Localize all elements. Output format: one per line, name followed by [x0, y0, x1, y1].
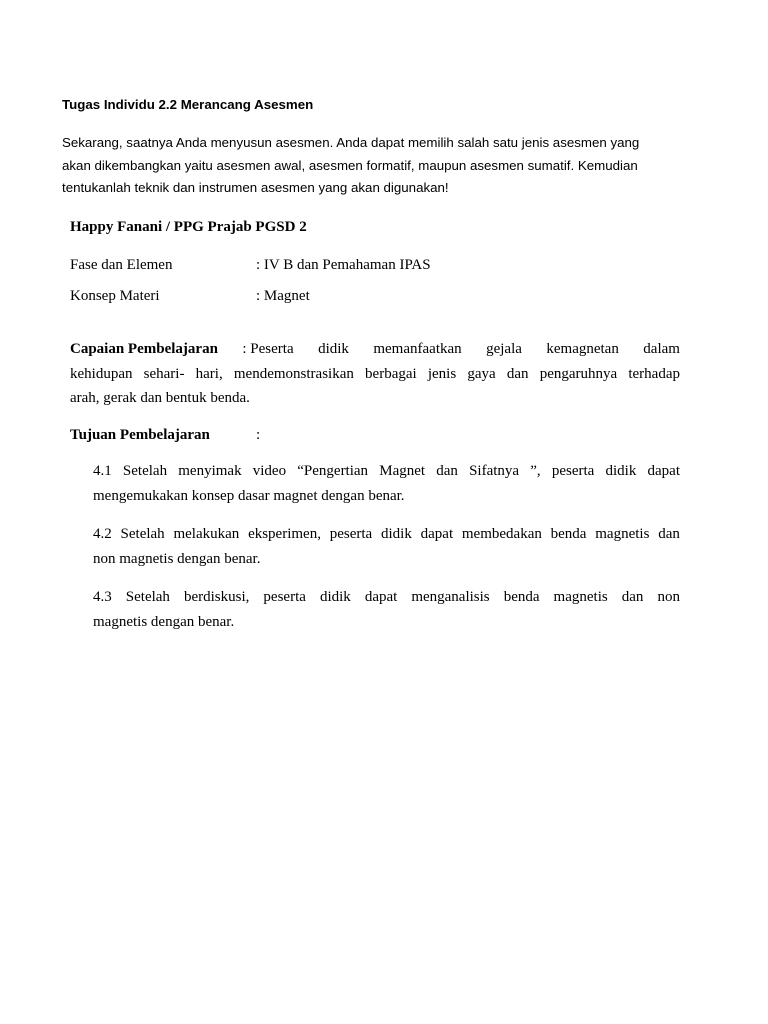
- intro-paragraph: [62, 132, 688, 200]
- word: melakukan: [173, 526, 240, 542]
- konsep-label: Konsep Materi: [70, 288, 160, 304]
- word: didik: [381, 526, 412, 542]
- word: 4.2: [93, 526, 112, 542]
- word: dan: [436, 463, 458, 479]
- word: 4.3: [93, 589, 112, 605]
- objective-line-1: [93, 459, 680, 484]
- word: peserta: [329, 526, 373, 542]
- word: berdiskusi,: [183, 589, 250, 605]
- word: video: [252, 463, 287, 479]
- word: hari,: [195, 365, 223, 382]
- capaian-paragraph: [70, 337, 680, 411]
- intro-line: tentukanlah teknik dan instrumen asesmen yang akan digunakan!: [62, 180, 449, 195]
- word: Setelah: [120, 526, 165, 542]
- word: dan: [506, 365, 529, 382]
- objective-line-2: mengemukakan konsep dasar magnet dengan benar.: [93, 488, 405, 504]
- word: didik: [318, 341, 349, 357]
- word: eksperimen,: [248, 526, 321, 542]
- word: “Pengertian: [297, 463, 369, 479]
- fase-row: [70, 255, 431, 275]
- word: mendemonstrasikan: [233, 365, 354, 382]
- word: dan: [621, 589, 644, 605]
- word: gaya: [467, 365, 496, 382]
- word: dapat: [647, 463, 680, 479]
- word: Magnet: [379, 463, 426, 479]
- word: dan: [658, 526, 680, 542]
- word: kemagnetan: [546, 341, 619, 357]
- word: ”,: [530, 463, 541, 479]
- word: membedakan: [461, 526, 542, 542]
- word: peserta: [551, 463, 595, 479]
- word: didik: [319, 589, 351, 605]
- word: Sifatnya: [469, 463, 520, 479]
- capaian-line-3: arah, gerak dan bentuk benda.: [70, 390, 250, 406]
- author-heading: Happy Fanani / PPG Prajab PGSD 2: [70, 219, 307, 235]
- intro-line: Sekarang, saatnya Anda menyusun asesmen. Anda dapat memilih salah satu jenis asesmen yang: [62, 135, 640, 150]
- word: gejala: [486, 341, 522, 357]
- konsep-value: : Magnet: [256, 288, 310, 304]
- word: magnetis: [553, 589, 608, 605]
- konsep-row: [70, 286, 310, 306]
- word: pengaruhnya: [539, 365, 618, 382]
- objective-item: [93, 585, 680, 635]
- word: non: [657, 589, 680, 605]
- word: berbagai: [365, 365, 417, 382]
- tujuan-colon: :: [256, 427, 261, 443]
- word: menyimak: [178, 463, 242, 479]
- word: dapat: [364, 589, 398, 605]
- objective-line-1: [93, 522, 680, 547]
- fase-label: Fase dan Elemen: [70, 257, 173, 273]
- word: kehidupan: [70, 365, 133, 382]
- word: Setelah: [125, 589, 170, 605]
- capaian-label: Capaian Pembelajaran: [70, 341, 218, 357]
- word: memanfaatkan: [373, 341, 462, 357]
- task-title: Tugas Individu 2.2 Merancang Asesmen: [62, 97, 314, 112]
- objective-item: [93, 459, 680, 509]
- tujuan-heading: [70, 425, 260, 445]
- objective-line-2: magnetis dengan benar.: [93, 614, 235, 630]
- word: Setelah: [122, 463, 168, 479]
- intro-line: akan dikembangkan yaitu asesmen awal, asesmen formatif, maupun asesmen sumatif. Kemudian: [62, 157, 638, 173]
- word: terhadap: [628, 365, 680, 382]
- word: menganalisis: [411, 589, 490, 605]
- word: didik: [605, 463, 637, 479]
- word: jenis: [427, 365, 457, 382]
- objective-line-2: non magnetis dengan benar.: [93, 551, 261, 567]
- word: sehari-: [143, 365, 185, 382]
- word: : Peserta: [242, 341, 294, 357]
- fase-value: : IV B dan Pemahaman IPAS: [256, 257, 431, 273]
- capaian-line-2: [70, 362, 680, 387]
- word: 4.1: [93, 463, 112, 479]
- word: dapat: [420, 526, 454, 542]
- objective-line-1: [93, 585, 680, 610]
- word: dalam: [643, 341, 680, 357]
- word: magnetis: [595, 526, 650, 542]
- objective-item: [93, 522, 680, 572]
- word: peserta: [263, 589, 306, 605]
- capaian-line-1: [70, 337, 680, 362]
- word: benda: [503, 589, 540, 605]
- tujuan-label: Tujuan Pembelajaran: [70, 427, 210, 443]
- word: benda: [550, 526, 587, 542]
